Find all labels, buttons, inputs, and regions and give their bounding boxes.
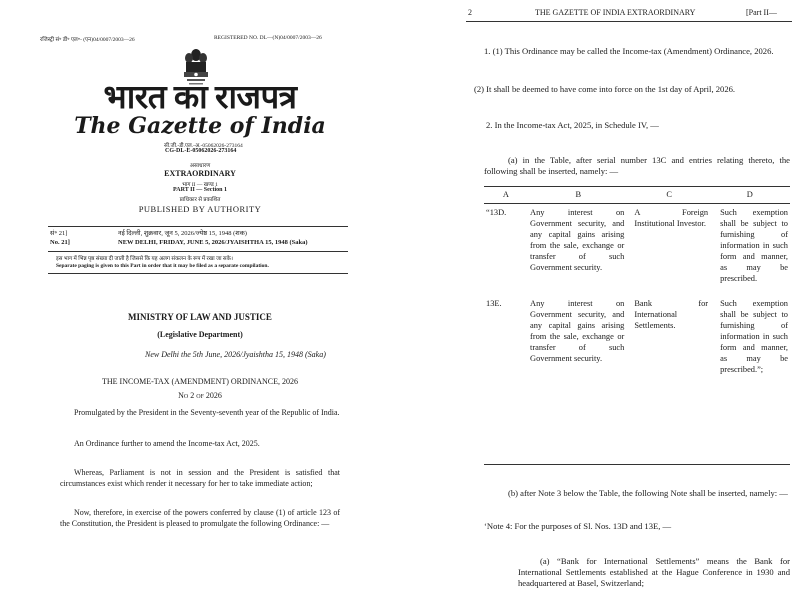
column-header: A (502, 190, 509, 199)
running-header: THE GAZETTE OF INDIA EXTRAORDINARY (535, 8, 696, 17)
ordinance-purpose: An Ordinance further to amend the Income-tax Act, 2025. (74, 439, 260, 448)
part-hindi: भाग II — खण्ड 1 (182, 182, 218, 188)
now-therefore-clause: Now, therefore, in exercise of the powers conferred by clause (1) of article 123 of the Constitution, the President is pleased to promulgate the following Ordinance: — (60, 508, 340, 528)
published-by-authority: PUBLISHED BY AUTHORITY (138, 204, 262, 214)
table-cell: A Foreign Institutional Investor. (634, 208, 709, 228)
table-bottom-rule (484, 464, 790, 465)
header-part: [Part II— (746, 8, 777, 17)
part-english: PART II — Section 1 (173, 187, 227, 193)
registration-english: REGISTERED NO. DL—(N)04/0007/2003—26 (214, 35, 322, 41)
cg-number-english: CG-DL-E-05062026-273164 (165, 148, 237, 154)
gazette-second-page (400, 0, 800, 600)
registration-hindi: रजिस्ट्री सं॰ डी॰ एल॰- (एन)04/0007/2003—26 (40, 37, 135, 43)
whereas-clause: Whereas, Parliament is not in session and the President is satisfied that circumstances exist which render it necessary for her to take immediate action; (60, 468, 340, 488)
dateline: New Delhi the 5th June, 2026/Jyaishtha 15, 1948 (Saka) (145, 350, 326, 359)
divider (48, 251, 348, 252)
asadharan-label: असाधारण (189, 163, 211, 169)
pradhikar-label: प्राधिकार से प्रकाशित (179, 197, 221, 203)
table-header-rule (484, 203, 790, 204)
paging-note-hindi: इस भाग में भिन्न पृष्ठ संख्या दी जाती है जिससे कि यह अलग संकलन के रूप में रखा जा सके। (56, 256, 233, 262)
ordinance-title: THE INCOME-TAX (AMENDMENT) ORDINANCE, 2026 (101, 377, 298, 386)
issue-number-hindi: सं॰ 21] (50, 230, 68, 237)
column-header: B (575, 190, 582, 199)
issue-date-english: NEW DELHI, FRIDAY, JUNE 5, 2026/JYAISHTHA 15, 1948 (Saka) (118, 239, 308, 246)
table-cell: Such exemption shall be subject to furnishing of information in such form and manner, as may be prescribed.”; (720, 299, 788, 374)
issue-date-hindi: नई दिल्ली, शुक्रवार, जून 5, 2026/ज्येष्ठ 15, 1948 (शक) (118, 230, 247, 237)
schedule-table (484, 189, 790, 200)
ordinance-number: No 2 of 2026 (178, 391, 222, 400)
table-row (484, 207, 790, 284)
table-cell: Any interest on Government security, and any capital gains arising from the sale, exchange or transfer of such Government security. (530, 299, 625, 363)
masthead-hindi: भारत का राजपत्र (103, 80, 297, 116)
clause-a: (a) in the Table, after serial number 13C and entries relating thereto, the following shall be inserted, namely: — (484, 155, 790, 177)
masthead-english: The Gazette of India (74, 113, 326, 139)
department-heading: (Legislative Department) (157, 330, 243, 339)
note-4-heading: ‘Note 4: For the purposes of Sl. Nos. 13D and 13E, — (484, 521, 672, 531)
ministry-heading: MINISTRY OF LAW AND JUSTICE (128, 312, 272, 322)
table-header-row (484, 189, 790, 200)
section-1-1: 1. (1) This Ordinance may be called the Income-tax (Amendment) Ordinance, 2026. (484, 46, 774, 56)
table-top-rule (484, 186, 790, 187)
promulgation-text: Promulgated by the President in the Seventy-seventh year of the Republic of India. (74, 408, 340, 417)
note-4-clause-a: (a) “Bank for International Settlements” means the Bank for International Settlements established at the Hague Conference in 1930 and headquartered at Basel, Switzerland; (518, 556, 790, 589)
table-cell: “13D. (486, 208, 507, 217)
table-cell: Any interest on Government security, and any capital gains arising from the sale, exchange or transfer of such Government security. (530, 208, 625, 272)
divider (48, 226, 348, 227)
table-cell: Such exemption shall be subject to furnishing of information in such form and manner, as may be prescribed. (720, 208, 788, 283)
header-rule (466, 21, 792, 22)
issue-number-english: No. 21] (50, 239, 70, 246)
table-row (484, 298, 790, 375)
extraordinary-label: EXTRAORDINARY (164, 169, 236, 178)
section-2: 2. In the Income-tax Act, 2025, in Schedule IV, — (486, 120, 659, 130)
page-number: 2 (468, 8, 472, 17)
divider (48, 273, 348, 274)
column-header: C (666, 190, 672, 199)
section-1-2: (2) It shall be deemed to have come into force on the 1st day of April, 2026. (474, 84, 736, 94)
table-cell: 13E. (486, 299, 502, 308)
table-cell: Bank for International Settlements. (634, 299, 709, 330)
cg-number-hindi: सी.जी.-डी.एल.-अ.-05062026-273164 (164, 143, 243, 149)
table-body (484, 207, 790, 375)
paging-note-english: Separate paging is given to this Part in order that it may be filed as a separate compilation. (56, 263, 269, 269)
clause-b: (b) after Note 3 below the Table, the following Note shall be inserted, namely: — (508, 488, 788, 498)
column-header: D (746, 190, 753, 199)
